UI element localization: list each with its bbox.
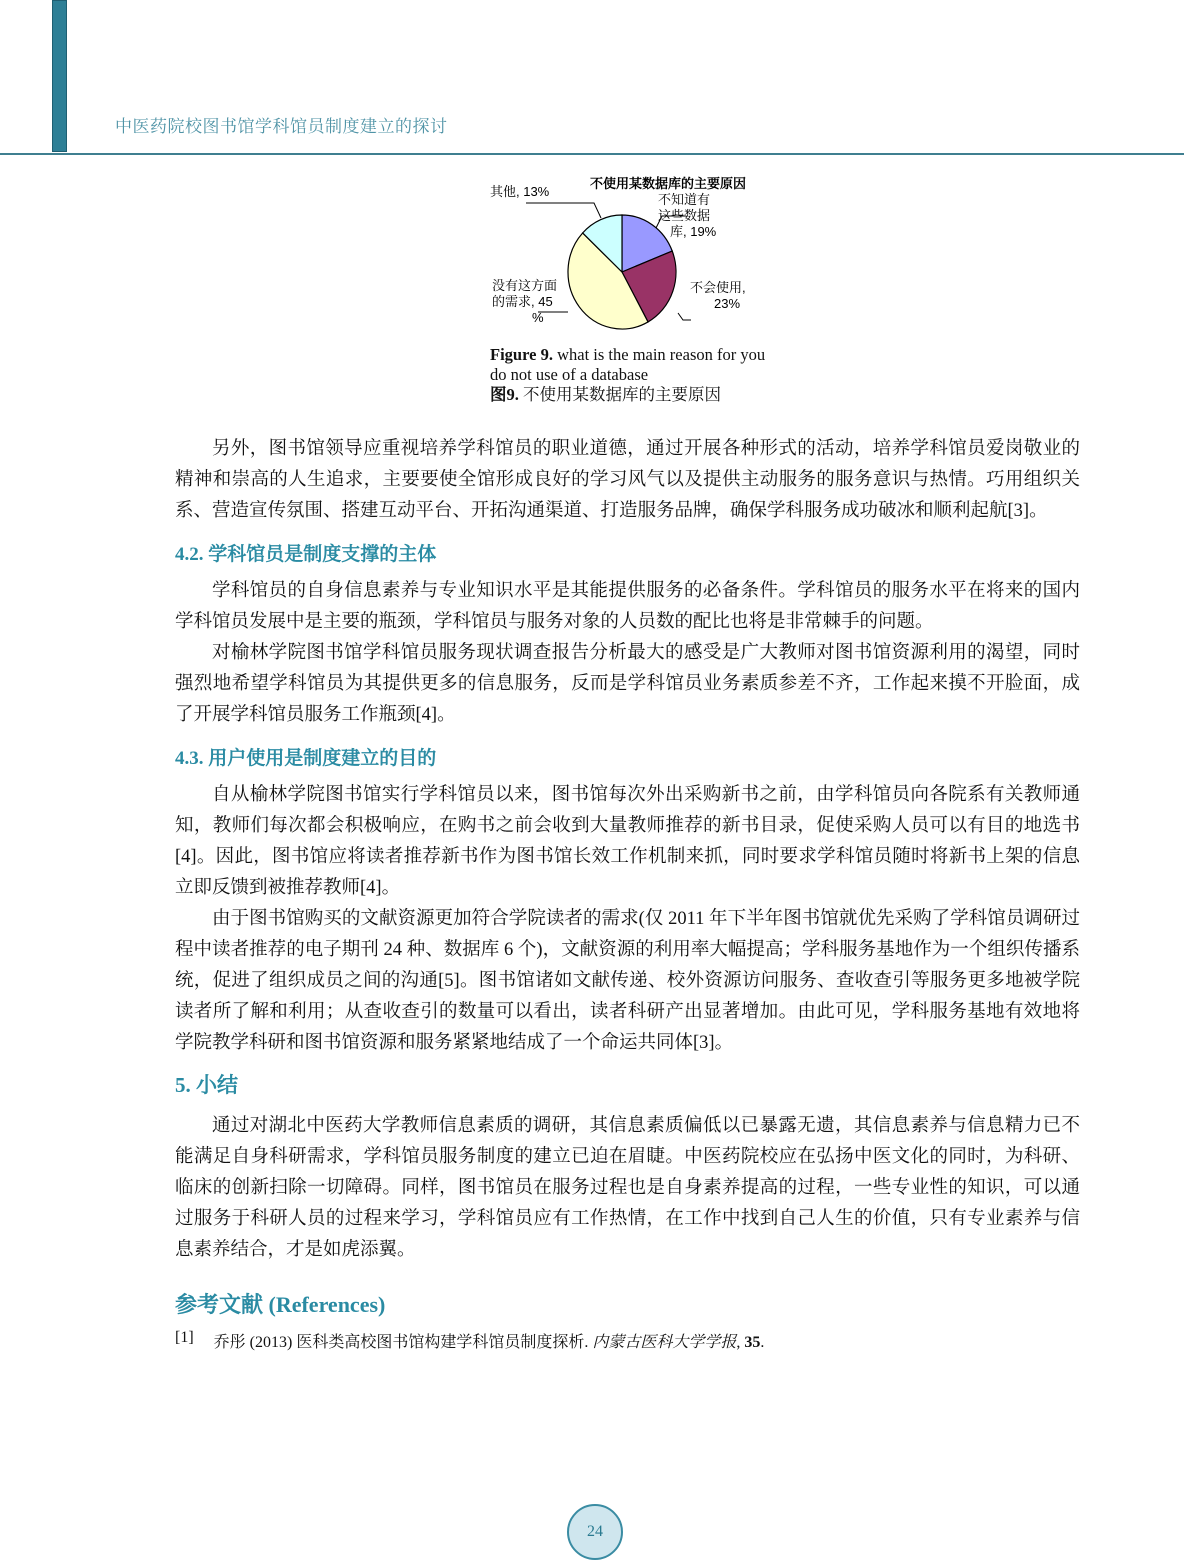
figure-caption-cn <box>490 385 780 405</box>
pie-label-other: 其他, 13% <box>490 184 550 199</box>
article-body <box>175 434 1080 1352</box>
chart-title: 不使用某数据库的主要原因 <box>589 176 747 191</box>
pie-label-unknown: 不知道有 <box>658 192 711 207</box>
page-number: 24 <box>567 1504 623 1560</box>
reference-separator: , <box>736 1334 745 1351</box>
reference-number: [1] <box>175 1329 194 1346</box>
pie-label-cannot-use: 不会使用, <box>690 280 746 295</box>
pie-label-unknown: 这些数据 <box>658 208 711 223</box>
paragraph: 学科馆员的自身信息素养与专业知识水平是其能提供服务的必备条件。学科馆员的服务水平在将来的国内学科馆员发展中是主要的瓶颈，学科馆员与服务对象的人员数的配比也将是非常棘手的问题。 <box>175 581 1080 632</box>
reference-journal: 内蒙古医科大学学报 <box>592 1334 737 1351</box>
pie-label-no-need: 没有这方面 <box>492 278 558 293</box>
figure-caption <box>490 345 780 405</box>
running-title: 中医药院校图书馆学科馆员制度建立的探讨 <box>115 117 448 136</box>
leader-line-cannot-use <box>678 313 691 320</box>
pie-label-unknown: 库, 19% <box>670 224 717 239</box>
header-divider <box>0 153 1184 155</box>
reference-end: . <box>760 1334 765 1351</box>
caption-text-cn: 不使用某数据库的主要原因 <box>518 385 721 404</box>
figure-9-pie-chart <box>486 170 786 350</box>
paragraph: 通过对湖北中医药大学教师信息素质的调研，其信息素质偏低以已暴露无遗，其信息素养与信息精力已不能满足自身科研需求，学科馆员服务制度的建立已迫在眉睫。中医药院校应在弘扬中医文化的同时，为科研、临床的创新扫除一切障碍。同样，图书馆员在服务过程也是自身素养提高的过程，一些专业性的知识，可以通过服务于科研人员的过程来学习，学科馆员应有工作热情，在工作中找到自己人生的价值，只有专业素养与信息素养结合，才是如虎添翼。 <box>175 1116 1080 1260</box>
leader-line-other <box>526 203 601 218</box>
reference-text <box>214 1329 765 1352</box>
reference-volume: 35 <box>744 1334 761 1351</box>
header-accent-bar <box>52 0 67 152</box>
section-heading-4-3: 4.3. 用户使用是制度建立的目的 <box>175 748 437 769</box>
figure-caption-en <box>490 345 780 385</box>
reference-item <box>175 1329 1080 1352</box>
caption-label-cn: 图9. <box>490 385 519 404</box>
reference-citation: 乔彤 (2013) 医科类高校图书馆构建学科馆员制度探析. <box>213 1334 593 1351</box>
paragraph: 对榆林学院图书馆学科馆员服务现状调查报告分析最大的感受是广大教师对图书馆资源利用的渴望，同时强烈地希望学科馆员为其提供更多的信息服务，反而是学科馆员业务素质参差不齐，工作起来摸不开脸面，成了开展学科馆员服务工作瓶颈[4]。 <box>175 643 1080 725</box>
paragraph: 自从榆林学院图书馆实行学科馆员以来，图书馆每次外出采购新书之前，由学科馆员向各院系有关教师通知，教师们每次都会积极响应，在购书之前会收到大量教师推荐的新书目录，促使采购人员可以有目的地选书[4]。因此，图书馆应将读者推荐新书作为图书馆长效工作机制来抓，同时要求学科馆员随时将新书上架的信息立即反馈到被推荐教师[4]。 <box>175 785 1080 898</box>
section-heading-4-2: 4.2. 学科馆员是制度支撑的主体 <box>175 544 437 565</box>
pie-label-cannot-use: 23% <box>714 296 741 311</box>
section-heading-5: 5. 小结 <box>175 1073 238 1097</box>
caption-label: Figure 9. <box>490 345 553 364</box>
pie-label-no-need: % <box>532 310 544 325</box>
pie-label-no-need: 的需求, 45 <box>492 294 553 309</box>
caption-text-en: what is the main reason for you do not use of a database <box>490 345 766 384</box>
references-heading: 参考文献 (References) <box>175 1292 386 1317</box>
paragraph: 另外，图书馆领导应重视培养学科馆员的职业道德，通过开展各种形式的活动，培养学科馆员爱岗敬业的精神和崇高的人生追求，主要要使全馆形成良好的学习风气以及提供主动服务的服务意识与热情。巧用组织关系、营造宣传氛围、搭建互动平台、开拓沟通渠道、打造服务品牌，确保学科服务成功破冰和顺利起航[3]。 <box>175 439 1080 521</box>
paragraph: 由于图书馆购买的文献资源更加符合学院读者的需求(仅 2011 年下半年图书馆就优先采购了学科馆员调研过程中读者推荐的电子期刊 24 种、数据库 6 个)，文献资源的利用率大幅提高；学科服务基地作为一个组织传播系统，促进了组织成员之间的沟通[5]。图书馆诸如文献传递、校外资源访问服务、查收查引等服务更多地被学院读者所了解和利用；从查收查引的数量可以看出，读者科研产出显著增加。由此可见，学科服务基地有效地将学院教学科研和图书馆资源和服务紧紧地结成了一个命运共同体[3]。 <box>175 909 1080 1053</box>
